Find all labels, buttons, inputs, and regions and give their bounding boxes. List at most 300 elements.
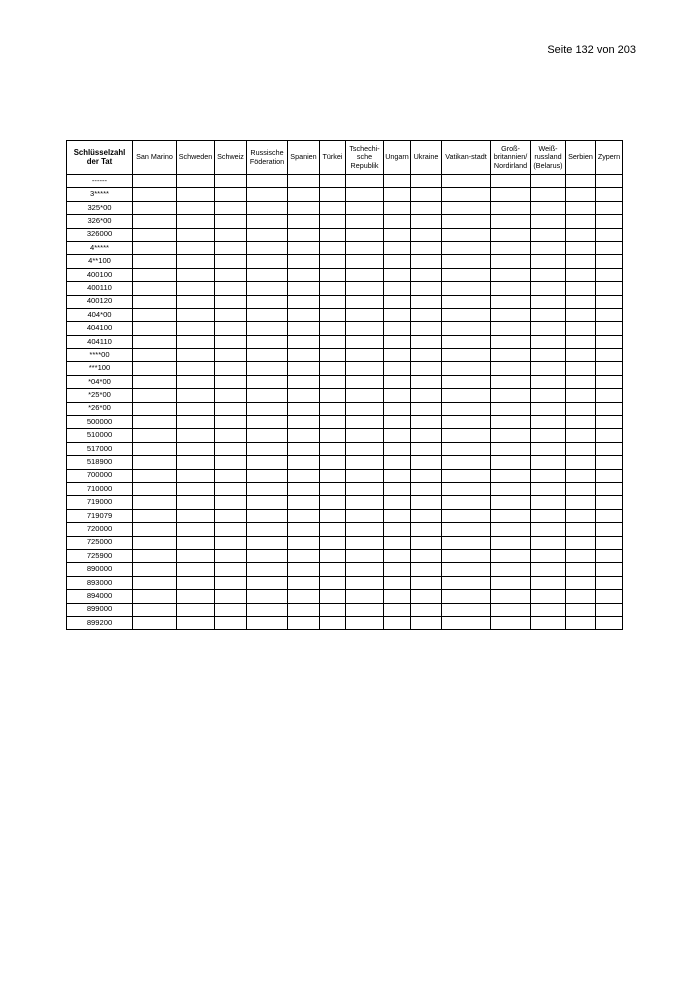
country-cell [442,255,491,268]
country-cell [491,523,531,536]
country-cell [133,590,177,603]
country-cell [346,442,384,455]
country-cell [133,442,177,455]
key-number-cell: 4**100 [67,255,133,268]
country-cell [288,576,320,589]
country-cell [288,362,320,375]
country-header-line: San Marino [136,152,173,162]
country-cell [442,228,491,241]
country-cell [531,201,566,214]
country-cell [247,563,288,576]
country-cell [596,295,623,308]
country-header [346,141,384,175]
country-cell [491,616,531,629]
country-cell [177,349,215,362]
country-cell [247,616,288,629]
country-header [442,141,491,175]
country-cell [247,228,288,241]
country-cell [288,416,320,429]
country-header-line: Zypern [597,152,621,162]
country-cell [531,549,566,562]
table-row [67,496,623,509]
country-cell [384,482,411,495]
country-cell [411,523,442,536]
table-row [67,576,623,589]
country-cell [566,563,596,576]
country-cell [247,603,288,616]
country-cell [247,201,288,214]
country-cell [346,509,384,522]
country-cell [596,523,623,536]
country-cell [215,362,247,375]
country-cell [247,576,288,589]
country-cell [215,536,247,549]
country-cell [531,456,566,469]
country-cell [411,375,442,388]
country-cell [596,349,623,362]
country-cell [288,255,320,268]
country-cell [491,603,531,616]
country-cell [247,509,288,522]
country-cell [346,335,384,348]
country-cell [320,375,346,388]
country-header [288,141,320,175]
country-cell [531,349,566,362]
key-number-cell: 725000 [67,536,133,549]
country-cell [346,228,384,241]
country-cell [133,482,177,495]
country-cell [288,509,320,522]
country-cell [531,416,566,429]
table-row [67,295,623,308]
country-cell [411,175,442,188]
country-cell [411,549,442,562]
country-cell [177,563,215,576]
country-cell [491,429,531,442]
country-cell [320,576,346,589]
country-cell [247,308,288,321]
country-cell [215,295,247,308]
country-cell [442,175,491,188]
country-cell [596,282,623,295]
country-cell [566,175,596,188]
country-cell [442,429,491,442]
country-header-line: Russische [250,148,284,158]
country-cell [411,389,442,402]
country-cell [133,616,177,629]
country-cell [320,349,346,362]
country-cell [346,175,384,188]
country-header-line: Nordirland [493,160,528,170]
country-header-line: Schweden [178,152,213,162]
country-cell [215,201,247,214]
country-cell [133,536,177,549]
country-cell [442,509,491,522]
country-cell [288,563,320,576]
country-cell [288,188,320,201]
country-cell [566,389,596,402]
country-cell [215,442,247,455]
country-cell [566,335,596,348]
country-cell [133,268,177,281]
country-cell [566,590,596,603]
country-cell [177,536,215,549]
country-cell [491,335,531,348]
country-header-line: Weiß- [538,144,558,154]
country-cell [247,523,288,536]
country-cell [288,456,320,469]
table-row [67,322,623,335]
country-cell [442,295,491,308]
country-cell [215,175,247,188]
country-cell [566,549,596,562]
country-cell [247,349,288,362]
country-cell [442,590,491,603]
country-cell [384,523,411,536]
country-cell [442,215,491,228]
country-cell [133,241,177,254]
country-cell [133,576,177,589]
country-cell [411,509,442,522]
country-cell [288,590,320,603]
country-cell [133,175,177,188]
table-row [67,402,623,415]
country-cell [133,429,177,442]
country-cell [491,549,531,562]
country-cell [177,228,215,241]
country-cell [384,335,411,348]
country-cell [384,349,411,362]
country-cell [442,469,491,482]
country-cell [288,536,320,549]
key-number-cell: 400120 [67,295,133,308]
country-cell [531,496,566,509]
key-number-cell: 4***** [67,241,133,254]
country-cell [531,429,566,442]
table-row [67,429,623,442]
country-cell [411,482,442,495]
country-cell [320,549,346,562]
country-cell [491,576,531,589]
country-cell [346,295,384,308]
country-cell [442,482,491,495]
country-cell [566,295,596,308]
country-cell [566,241,596,254]
country-cell [384,389,411,402]
country-cell [566,282,596,295]
country-cell [442,282,491,295]
country-cell [531,576,566,589]
country-cell [177,456,215,469]
table-row [67,362,623,375]
country-cell [215,228,247,241]
country-cell [288,335,320,348]
country-cell [491,509,531,522]
country-cell [288,616,320,629]
country-cell [346,590,384,603]
country-cell [442,616,491,629]
country-cell [177,268,215,281]
country-cell [133,456,177,469]
country-cell [320,175,346,188]
page-number: Seite 132 von 203 [547,44,636,56]
key-number-cell: 400100 [67,268,133,281]
country-header-line: Tschechi- [349,144,380,154]
country-cell [596,402,623,415]
country-cell [177,241,215,254]
country-header [177,141,215,175]
country-cell [491,201,531,214]
country-cell [442,549,491,562]
table-row [67,549,623,562]
country-cell [384,282,411,295]
country-cell [177,442,215,455]
country-cell [411,295,442,308]
country-cell [288,482,320,495]
country-cell [320,362,346,375]
country-cell [215,241,247,254]
country-header-line: Föderation [249,156,285,166]
country-cell [320,509,346,522]
country-cell [346,188,384,201]
key-number-table [66,140,623,630]
country-cell [531,509,566,522]
country-cell [491,375,531,388]
country-cell [384,362,411,375]
country-cell [384,509,411,522]
country-cell [411,590,442,603]
country-header-line: russland [534,152,562,162]
country-cell [320,482,346,495]
country-cell [346,268,384,281]
country-cell [247,442,288,455]
country-cell [320,295,346,308]
country-cell [320,496,346,509]
country-cell [288,549,320,562]
country-cell [177,482,215,495]
table-row [67,375,623,388]
country-cell [288,215,320,228]
country-cell [531,255,566,268]
country-cell [247,322,288,335]
country-cell [442,496,491,509]
key-column-header-line: Schlüsselzahl [73,147,126,157]
country-cell [491,308,531,321]
country-header-line: britannien/ [493,152,528,162]
country-cell [491,282,531,295]
country-cell [566,268,596,281]
country-header [411,141,442,175]
country-cell [247,188,288,201]
country-cell [596,268,623,281]
country-header [247,141,288,175]
country-cell [411,576,442,589]
country-cell [320,241,346,254]
country-header-line: Türkei [322,152,343,162]
country-cell [491,590,531,603]
country-cell [442,536,491,549]
country-cell [596,590,623,603]
country-cell [247,389,288,402]
key-number-cell: *25*00 [67,389,133,402]
table-row [67,201,623,214]
country-cell [177,175,215,188]
country-cell [491,362,531,375]
country-cell [247,456,288,469]
country-cell [346,456,384,469]
country-cell [247,549,288,562]
country-cell [346,536,384,549]
country-cell [596,175,623,188]
key-number-cell: 325*00 [67,201,133,214]
table-row [67,616,623,629]
country-cell [384,469,411,482]
country-cell [411,402,442,415]
key-number-cell: 500000 [67,416,133,429]
country-cell [531,241,566,254]
country-cell [346,523,384,536]
country-cell [491,469,531,482]
country-cell [177,616,215,629]
country-cell [215,616,247,629]
country-cell [566,456,596,469]
country-cell [531,523,566,536]
country-cell [596,255,623,268]
country-cell [596,456,623,469]
country-cell [177,576,215,589]
country-cell [320,268,346,281]
country-cell [442,362,491,375]
country-cell [491,322,531,335]
country-cell [215,496,247,509]
country-header-line: Republik [350,160,379,170]
key-number-cell: 404*00 [67,308,133,321]
country-cell [566,308,596,321]
country-cell [596,375,623,388]
country-cell [411,322,442,335]
country-cell [215,389,247,402]
country-cell [442,188,491,201]
country-cell [566,536,596,549]
country-cell [346,429,384,442]
country-cell [491,389,531,402]
country-cell [596,335,623,348]
country-cell [320,523,346,536]
country-cell [133,603,177,616]
country-cell [215,563,247,576]
table-row [67,509,623,522]
country-cell [442,416,491,429]
country-cell [442,375,491,388]
country-cell [531,469,566,482]
country-cell [215,482,247,495]
country-cell [384,549,411,562]
country-cell [177,215,215,228]
country-cell [411,228,442,241]
country-header-line: Groß- [501,144,520,154]
country-cell [133,295,177,308]
country-cell [442,349,491,362]
country-header [215,141,247,175]
country-cell [133,335,177,348]
country-header-line: Vatikan-stadt [445,152,487,162]
country-cell [531,322,566,335]
country-cell [491,349,531,362]
country-cell [215,282,247,295]
key-number-cell: 3***** [67,188,133,201]
country-cell [566,469,596,482]
country-cell [411,456,442,469]
key-number-cell: 404110 [67,335,133,348]
country-cell [320,389,346,402]
country-cell [215,255,247,268]
table-row [67,188,623,201]
table-row [67,175,623,188]
country-cell [177,375,215,388]
country-cell [320,188,346,201]
country-cell [384,416,411,429]
country-cell [247,255,288,268]
country-cell [566,576,596,589]
country-cell [384,429,411,442]
country-cell [320,456,346,469]
country-cell [596,201,623,214]
country-cell [531,563,566,576]
country-cell [346,308,384,321]
country-cell [411,215,442,228]
country-cell [596,188,623,201]
country-cell [566,188,596,201]
country-cell [384,496,411,509]
country-cell [596,215,623,228]
country-cell [491,563,531,576]
country-cell [320,322,346,335]
country-cell [247,241,288,254]
country-cell [320,215,346,228]
country-cell [133,375,177,388]
country-cell [133,389,177,402]
country-cell [247,295,288,308]
table-row [67,282,623,295]
country-cell [566,416,596,429]
country-cell [177,335,215,348]
country-cell [133,282,177,295]
country-cell [384,616,411,629]
country-cell [384,563,411,576]
country-cell [566,375,596,388]
key-number-cell: ***100 [67,362,133,375]
country-cell [491,456,531,469]
country-cell [288,268,320,281]
country-cell [531,215,566,228]
country-cell [177,469,215,482]
country-cell [442,563,491,576]
country-cell [596,389,623,402]
country-cell [384,308,411,321]
country-cell [442,523,491,536]
country-cell [177,362,215,375]
country-cell [288,469,320,482]
country-header [384,141,411,175]
country-cell [531,335,566,348]
table-row [67,389,623,402]
country-cell [411,429,442,442]
country-cell [215,402,247,415]
country-cell [215,375,247,388]
country-cell [566,482,596,495]
country-cell [247,402,288,415]
country-cell [442,322,491,335]
